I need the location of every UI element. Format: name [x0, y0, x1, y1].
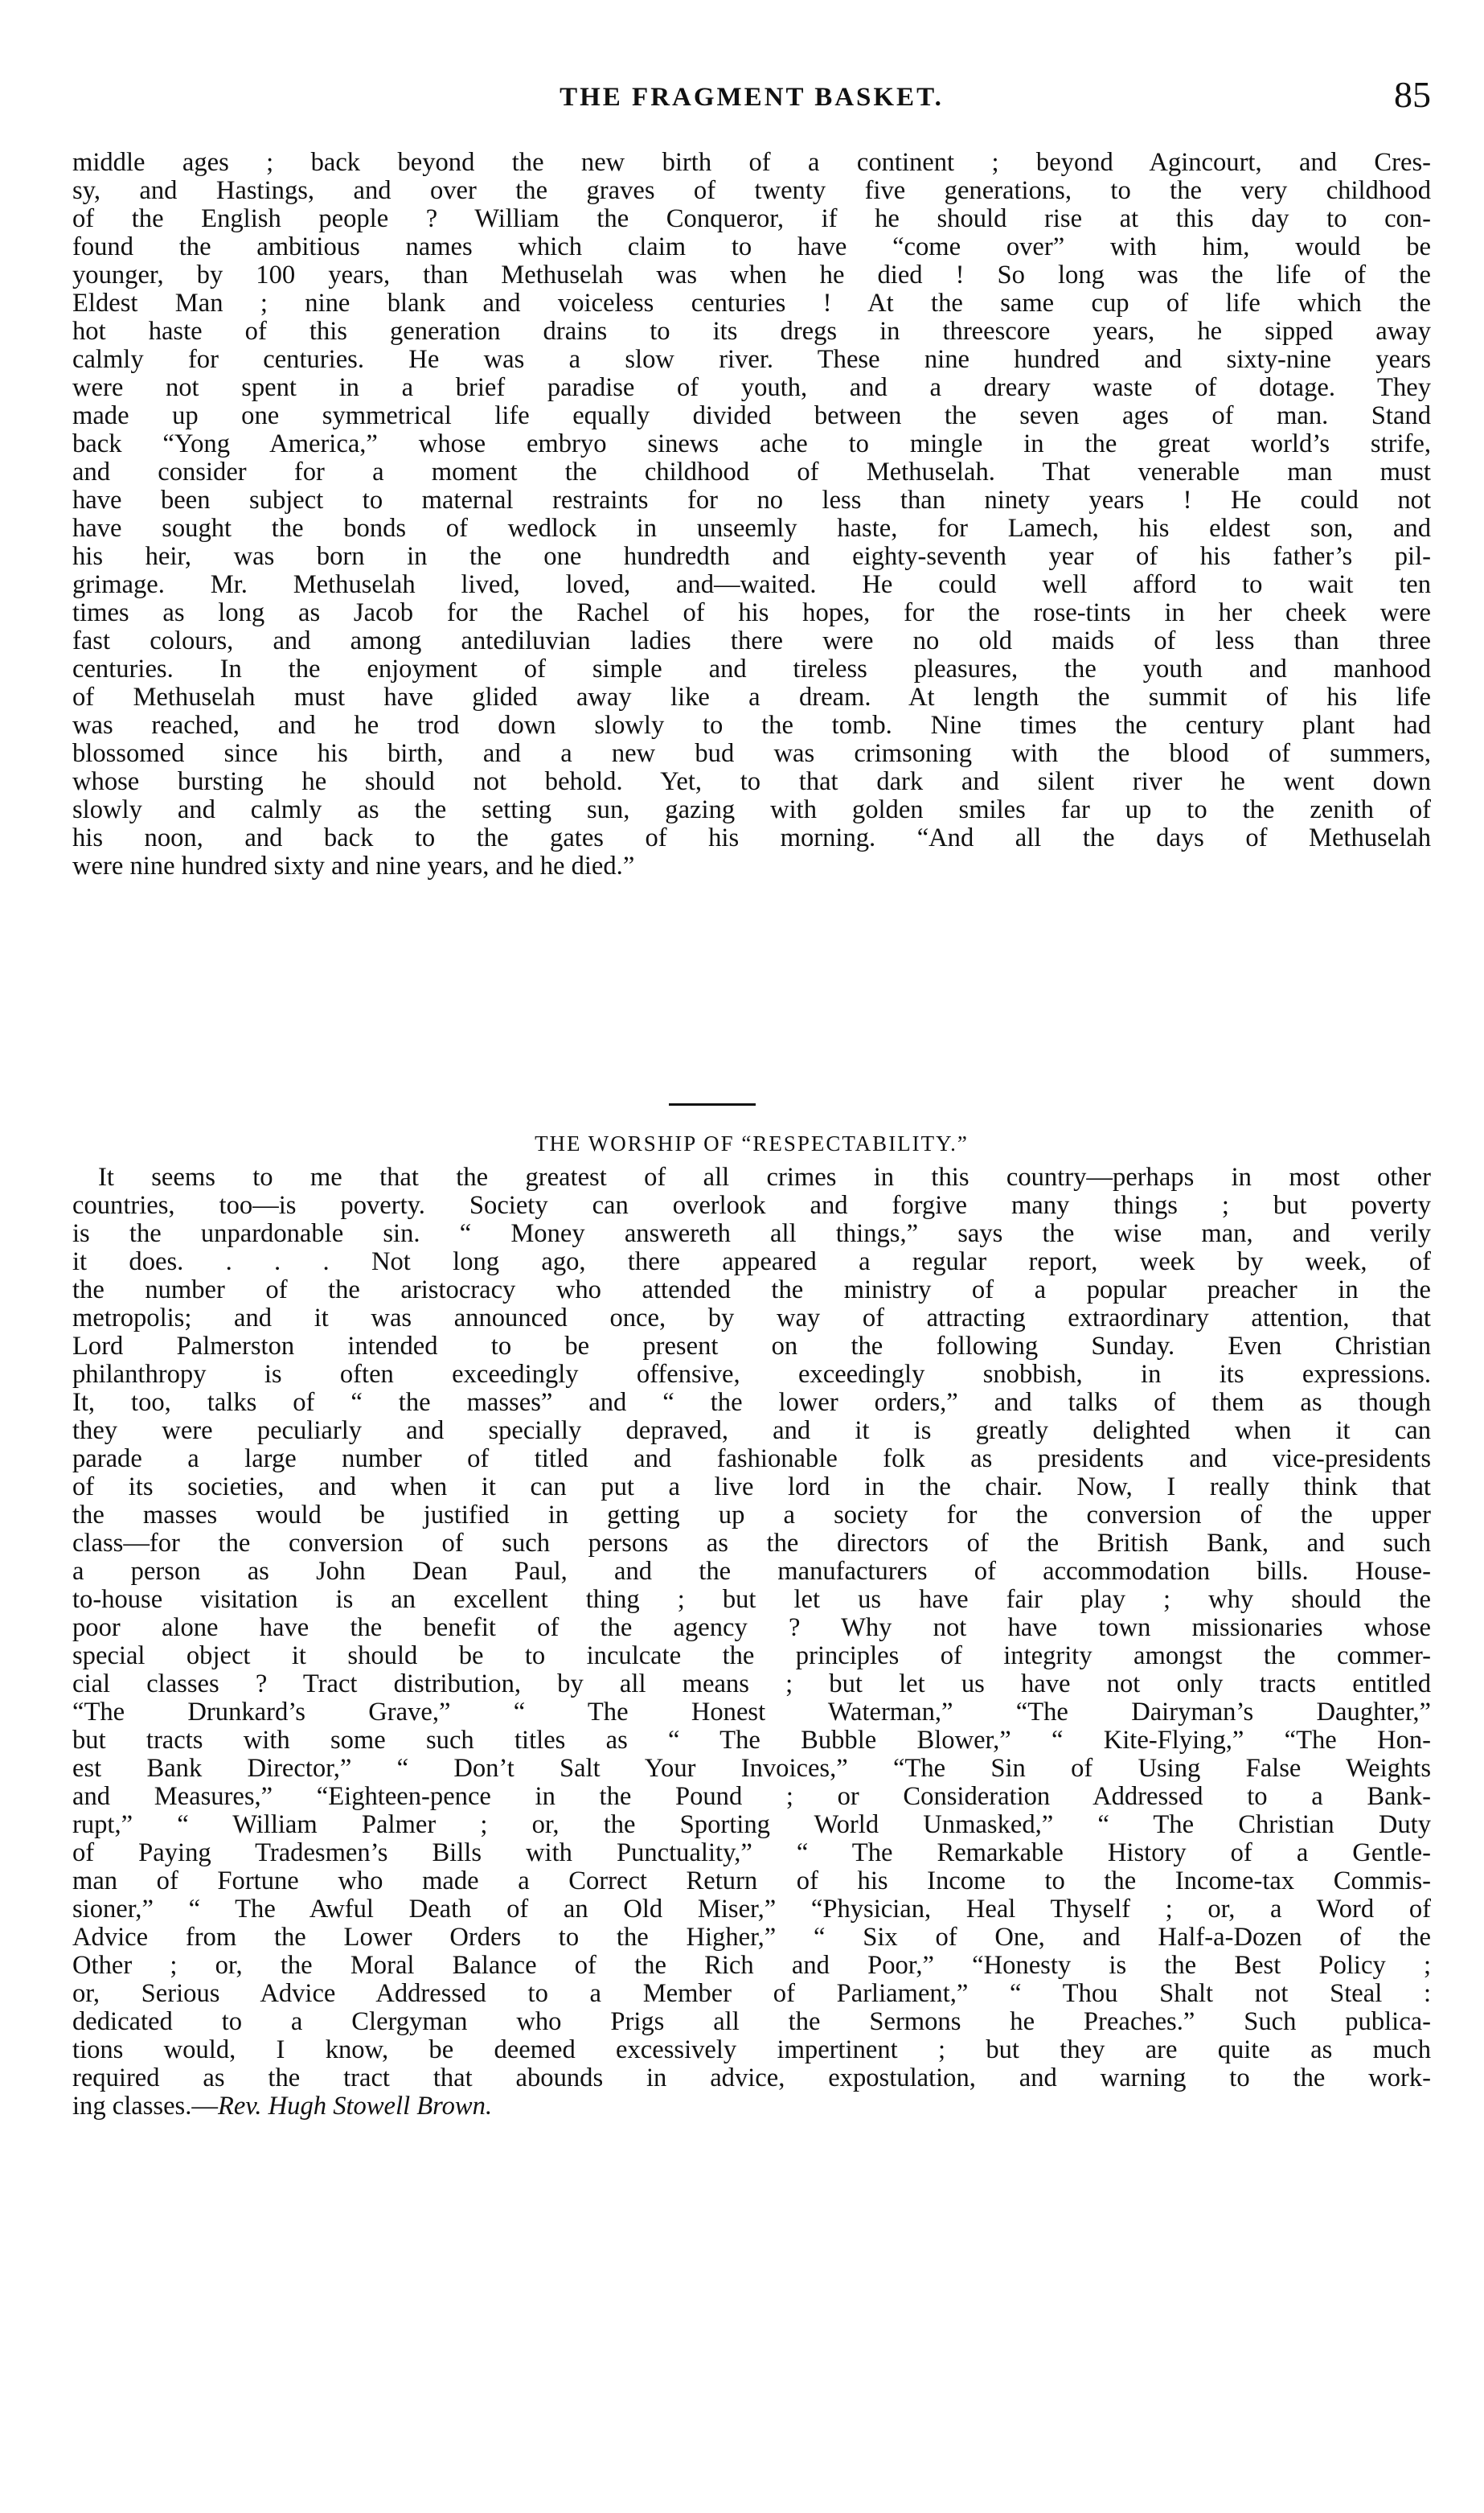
- text-line: to-house visitation is an excellent thing ; but let us have fair play ; why should the: [72, 1585, 1431, 1614]
- text-line: his noon, and back to the gates of his morning. “And all the days of Methuselah: [72, 823, 1431, 852]
- text-line: It seems to me that the greatest of all crimes in this country—perhaps in most other: [98, 1163, 1431, 1192]
- text-line: younger, by 100 years, than Methuselah was when he died ! So long was the life of the: [72, 261, 1431, 289]
- text-line: slowly and calmly as the setting sun, gazing with golden smiles far up to the zenith of: [72, 795, 1431, 824]
- text-line: tions would, I know, be deemed excessively impertinent ; but they are quite as much: [72, 2035, 1431, 2064]
- text-line: they were peculiarly and specially depraved, and it is greatly delighted when it can: [72, 1416, 1431, 1445]
- text-line: back “Yong America,” whose embryo sinews ache to mingle in the great world’s strife,: [72, 429, 1431, 458]
- attribution: Rev. Hugh Stowell Brown.: [217, 2092, 493, 2121]
- text-line: man of Fortune who made a Correct Return of his Income to the Income-tax Commis-: [72, 1866, 1431, 1895]
- text-line: It, too, talks of “ the masses” and “ the lower orders,” and talks of them as though: [72, 1388, 1431, 1417]
- running-title: THE FRAGMENT BASKET.: [560, 83, 944, 112]
- text-line: have sought the bonds of wedlock in unseemly haste, for Lamech, his eldest son, and: [72, 514, 1431, 543]
- page-number: 85: [1394, 74, 1431, 115]
- text-line: Lord Palmerston intended to be present on the following Sunday. Even Christian: [72, 1332, 1431, 1361]
- closing-text: ing classes.—: [72, 2092, 218, 2121]
- text-line: required as the tract that abounds in advice, expostulation, and warning to the work-: [72, 2063, 1431, 2092]
- text-line: of the English people ? William the Conqueror, if he should rise at this day to con-: [72, 204, 1431, 233]
- running-head: [72, 74, 1431, 117]
- text-line: sioner,” “ The Awful Death of an Old Miser,” “Physician, Heal Thyself ; or, a Word of: [72, 1895, 1431, 1924]
- text-line: were nine hundred sixty and nine years, and he died.”: [72, 852, 635, 881]
- text-line: philanthropy is often exceedingly offensive, exceedingly snobbish, in its expressions.: [72, 1360, 1431, 1389]
- text-line: cial classes ? Tract distribution, by all means ; but let us have not only tracts entitled: [72, 1669, 1431, 1698]
- text-line: Eldest Man ; nine blank and voiceless centuries ! At the same cup of life which the: [72, 289, 1431, 318]
- methuselah-paragraph: [72, 149, 1431, 881]
- text-line: fast colours, and among antediluvian ladies there were no old maids of less than three: [72, 626, 1431, 655]
- text-line: countries, too—is poverty. Society can overlook and forgive many things ; but poverty: [72, 1191, 1431, 1220]
- text-line: is the unpardonable sin. “ Money answereth all things,” says the wise man, and verily: [72, 1219, 1431, 1248]
- text-line: dedicated to a Clergyman who Prigs all the Sermons he Preaches.” Such publica-: [72, 2007, 1431, 2036]
- text-line: Other ; or, the Moral Balance of the Rich and Poor,” “Honesty is the Best Policy ;: [72, 1951, 1431, 1980]
- text-line: but tracts with some such titles as “ The Bubble Blower,” “ Kite-Flying,” “The Hon-: [72, 1726, 1431, 1755]
- text-line: poor alone have the benefit of the agency ? Why not have town missionaries whose: [72, 1613, 1431, 1642]
- text-line: class—for the conversion of such persons as the directors of the British Bank, and such: [72, 1529, 1431, 1558]
- section-divider: [669, 1103, 756, 1106]
- text-line: metropolis; and it was announced once, by way of attracting extraordinary attention, that: [72, 1304, 1431, 1332]
- text-line: a person as John Dean Paul, and the manufacturers of accommodation bills. House-: [72, 1557, 1431, 1586]
- text-line: hot haste of this generation drains to its dregs in threescore years, he sipped away: [72, 317, 1431, 346]
- text-line: Advice from the Lower Orders to the Higher,” “ Six of One, and Half-a-Dozen of the: [72, 1923, 1431, 1952]
- text-line: it does. . . . Not long ago, there appeared a regular report, week by week, of: [72, 1247, 1431, 1276]
- text-line: grimage. Mr. Methuselah lived, loved, and—waited. He could well afford to wait ten: [72, 570, 1431, 599]
- text-line: his heir, was born in the one hundredth and eighty-seventh year of his father’s pil-: [72, 542, 1431, 571]
- text-line: calmly for centuries. He was a slow river. These nine hundred and sixty-nine years: [72, 345, 1431, 374]
- text-line: centuries. In the enjoyment of simple and tireless pleasures, the youth and manhood: [72, 655, 1431, 684]
- text-line: was reached, and he trod down slowly to the tomb. Nine times the century plant had: [72, 711, 1431, 740]
- text-line: made up one symmetrical life equally divided between the seven ages of man. Stand: [72, 401, 1431, 430]
- text-line: or, Serious Advice Addressed to a Member of Parliament,” “ Thou Shalt not Steal :: [72, 1979, 1431, 2008]
- text-line: and Measures,” “Eighteen-pence in the Pound ; or Consideration Addressed to a Bank-: [72, 1782, 1431, 1811]
- text-line: the masses would be justified in getting up a society for the conversion of the upper: [72, 1501, 1431, 1530]
- worship-paragraph: [72, 1164, 1431, 2121]
- text-line: times as long as Jacob for the Rachel of his hopes, for the rose-tints in her cheek were: [72, 598, 1431, 627]
- text-line: special object it should be to inculcate the principles of integrity amongst the commer-: [72, 1641, 1431, 1670]
- section-heading: THE WORSHIP OF “RESPECTABILITY.”: [535, 1131, 969, 1156]
- text-line: “The Drunkard’s Grave,” “ The Honest Waterman,” “The Dairyman’s Daughter,”: [72, 1698, 1431, 1727]
- text-line: parade a large number of titled and fashionable folk as presidents and vice-presidents: [72, 1444, 1431, 1473]
- text-line: middle ages ; back beyond the new birth of a continent ; beyond Agincourt, and Cres-: [72, 148, 1431, 177]
- text-line: rupt,” “ William Palmer ; or, the Sporting World Unmasked,” “ The Christian Duty: [72, 1810, 1431, 1839]
- text-line: found the ambitious names which claim to have “come over” with him, would be: [72, 232, 1431, 261]
- text-line: have been subject to maternal restraints for no less than ninety years ! He could not: [72, 486, 1431, 515]
- text-line: the number of the aristocracy who attended the ministry of a popular preacher in the: [72, 1275, 1431, 1304]
- text-line: blossomed since his birth, and a new bud was crimsoning with the blood of summers,: [72, 739, 1431, 768]
- text-line: est Bank Director,” “ Don’t Salt Your Invoices,” “The Sin of Using False Weights: [72, 1754, 1431, 1783]
- text-line: sy, and Hastings, and over the graves of twenty five generations, to the very childhood: [72, 176, 1431, 205]
- text-line: of its societies, and when it can put a live lord in the chair. Now, I really think that: [72, 1472, 1431, 1501]
- text-line: and consider for a moment the childhood of Methuselah. That venerable man must: [72, 458, 1431, 487]
- text-line: of Methuselah must have glided away like a dream. At length the summit of his life: [72, 683, 1431, 712]
- text-line-final: [72, 2092, 1431, 2121]
- text-line: whose bursting he should not behold. Yet, to that dark and silent river he went down: [72, 767, 1431, 796]
- text-line: were not spent in a brief paradise of youth, and a dreary waste of dotage. They: [72, 373, 1431, 402]
- text-line: of Paying Tradesmen’s Bills with Punctuality,” “ The Remarkable History of a Gentle-: [72, 1838, 1431, 1867]
